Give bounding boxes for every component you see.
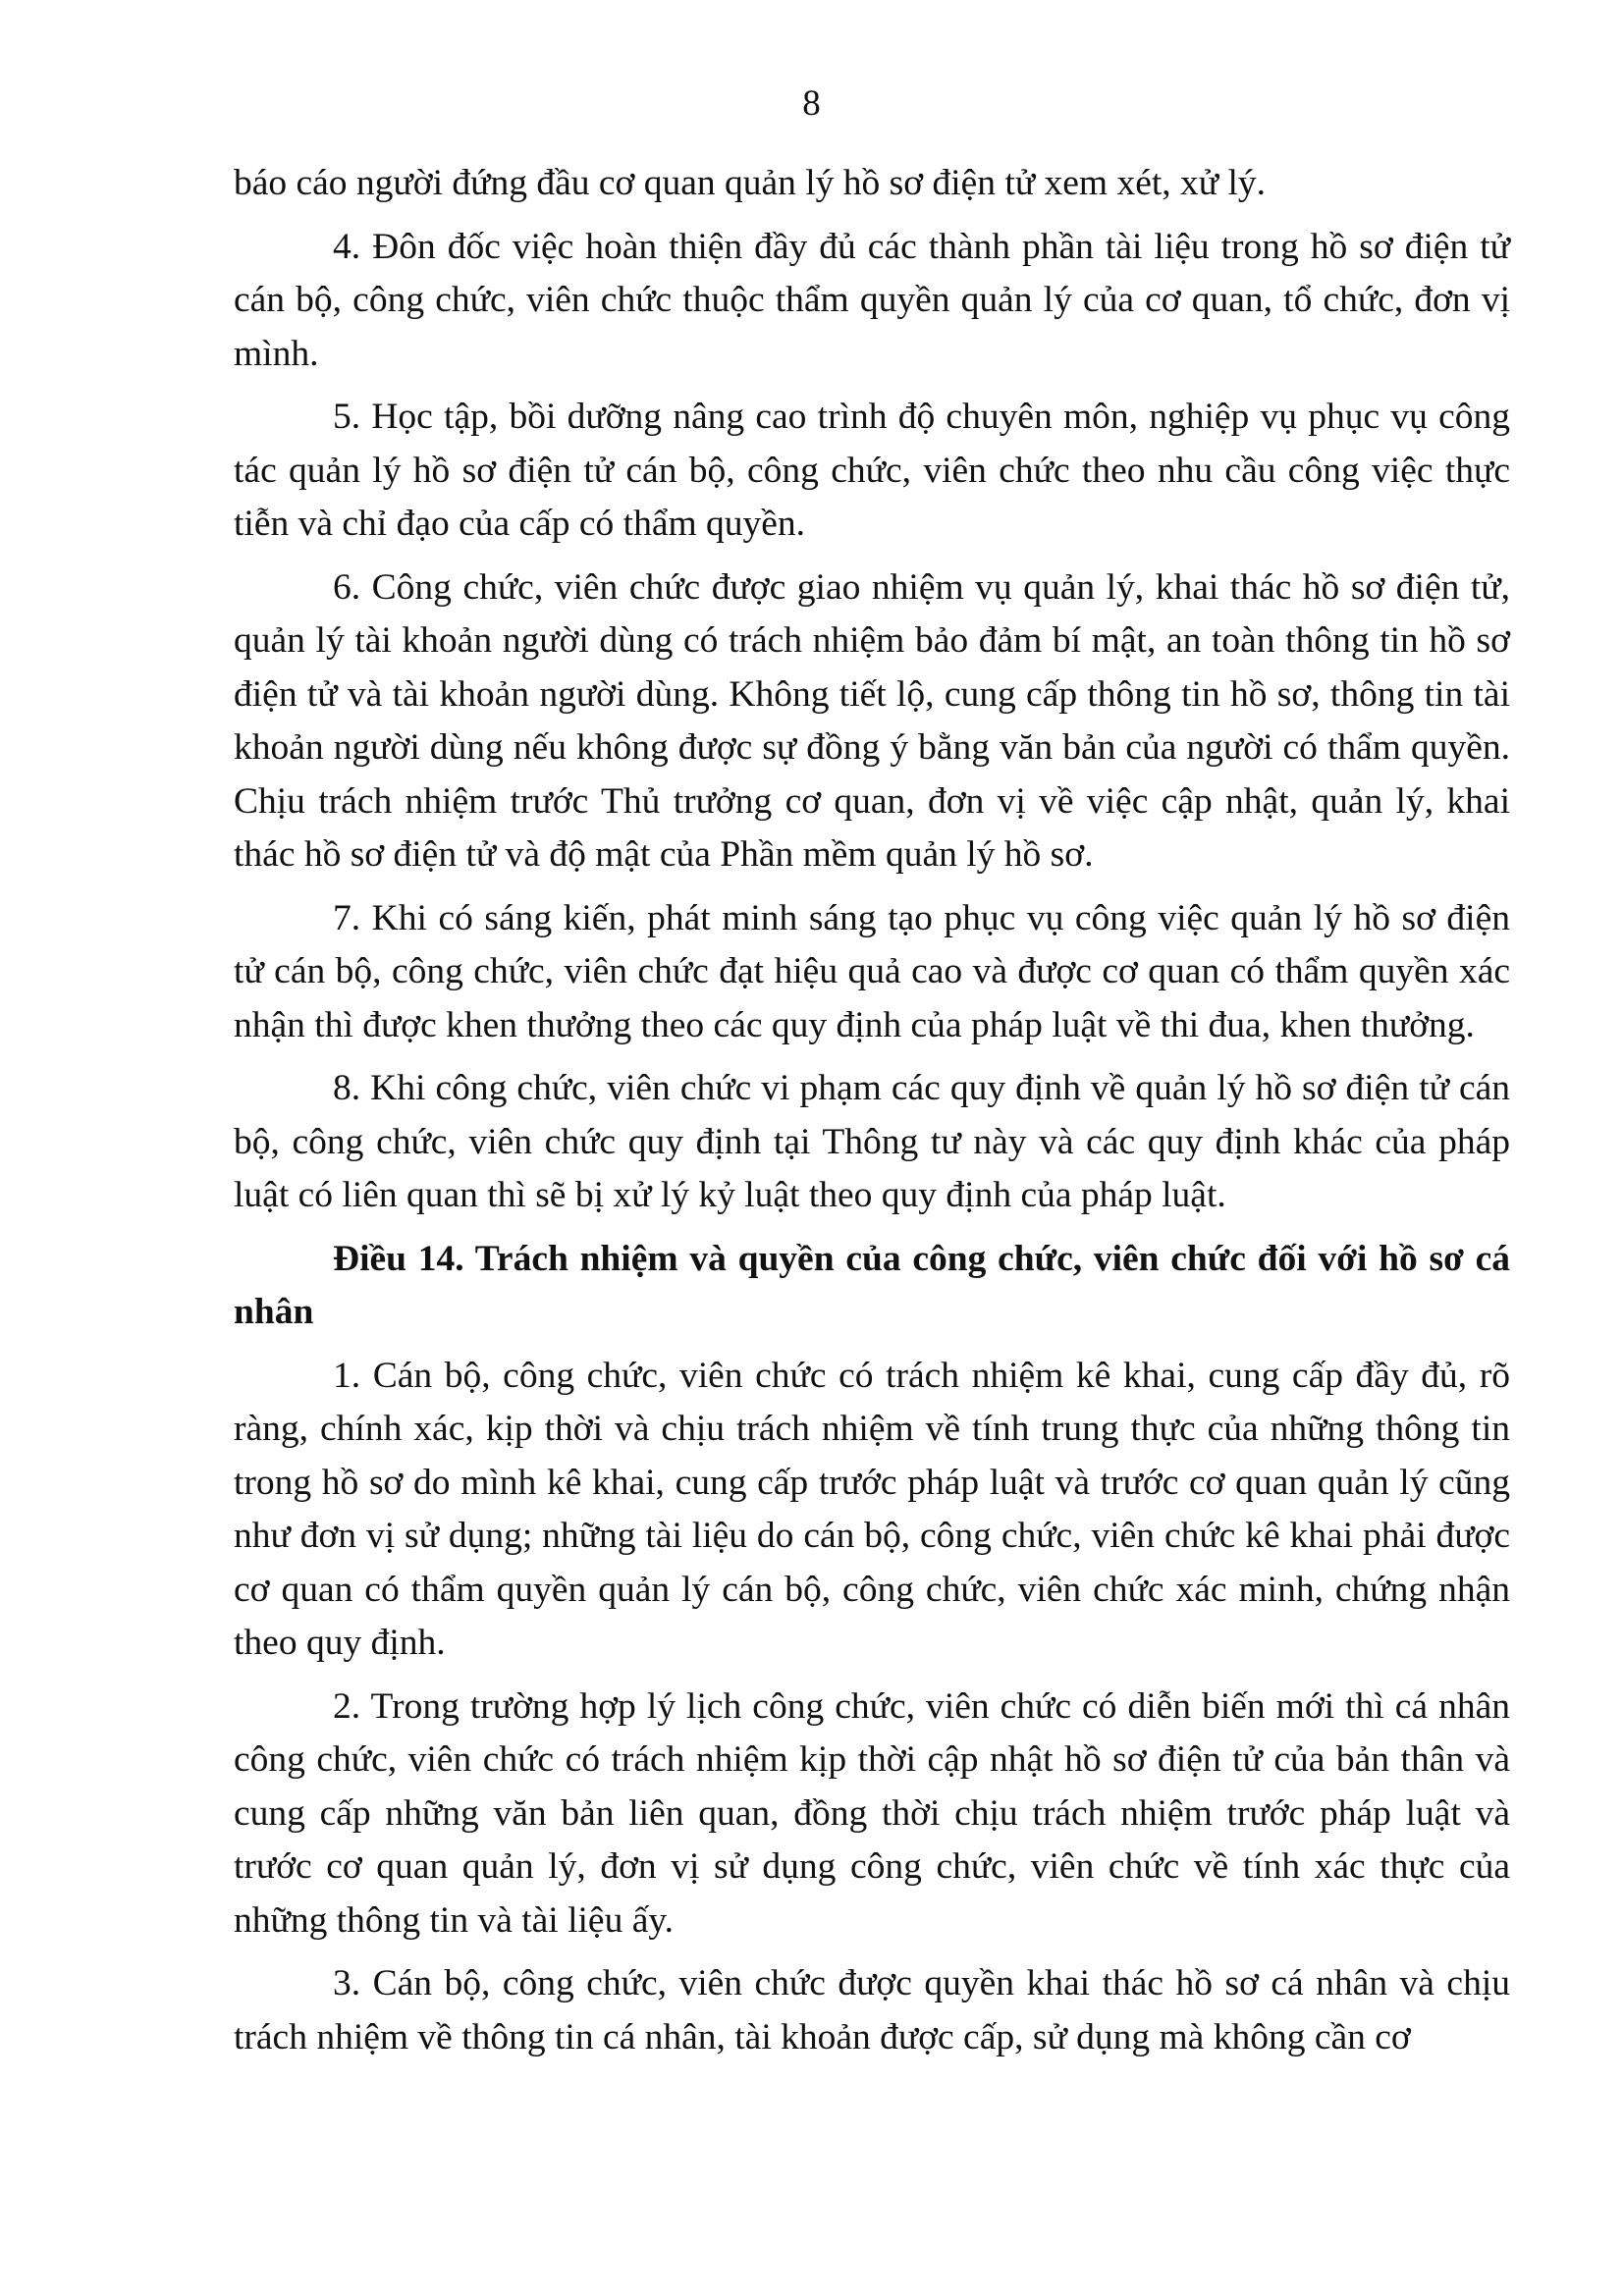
paragraph-item-5: 5. Học tập, bồi dưỡng nâng cao trình độ chuyên môn, nghiệp vụ phục vụ công tác quản lý hồ sơ điện tử cán bộ, công chức, viên chức theo nhu cầu công việc thực tiễn và chỉ đạo của cấp có thẩm quyền.	[234, 397, 1510, 544]
paragraph-continuation: báo cáo người đứng đầu cơ quan quản lý hồ sơ điện tử xem xét, xử lý.	[234, 163, 1267, 203]
paragraph-item-4: 4. Đôn đốc việc hoàn thiện đầy đủ các thành phần tài liệu trong hồ sơ điện tử cán bộ, công chức, viên chức thuộc thẩm quyền quản lý của cơ quan, tổ chức, đơn vị mình.	[234, 226, 1510, 374]
article-14-item-1: 1. Cán bộ, công chức, viên chức có trách nhiệm kê khai, cung cấp đầy đủ, rõ ràng, chính xác, kịp thời và chịu trách nhiệm về tính trung thực của những thông tin trong hồ sơ do mình kê khai, cung cấp trước pháp luật và trước cơ quan quản lý cũng như đơn vị sử dụng; những tài liệu do cán bộ, công chức, viên chức kê khai phải được cơ quan có thẩm quyền quản lý cán bộ, công chức, viên chức xác minh, chứng nhận theo quy định.	[234, 1355, 1510, 1663]
paragraph-item-7: 7. Khi có sáng kiến, phát minh sáng tạo phục vụ công việc quản lý hồ sơ điện tử cán bộ, công chức, viên chức đạt hiệu quả cao và được cơ quan có thẩm quyền xác nhận thì được khen thưởng theo các quy định của pháp luật về thi đua, khen thưởng.	[234, 897, 1510, 1045]
article-14-item-3: 3. Cán bộ, công chức, viên chức được quyền khai thác hồ sơ cá nhân và chịu trách nhiệm về thông tin cá nhân, tài khoản được cấp, sử dụng mà không cần cơ	[234, 1963, 1510, 2057]
paragraph-item-8: 8. Khi công chức, viên chức vi phạm các quy định về quản lý hồ sơ điện tử cán bộ, công chức, viên chức quy định tại Thông tư này và các quy định khác của pháp luật có liên quan thì sẽ bị xử lý kỷ luật theo quy định của pháp luật.	[234, 1068, 1510, 1215]
article-14-item-2: 2. Trong trường hợp lý lịch công chức, viên chức có diễn biến mới thì cá nhân công chức, viên chức có trách nhiệm kịp thời cập nhật hồ sơ điện tử của bản thân và cung cấp những văn bản liên quan, đồng thời chịu trách nhiệm trước pháp luật và trước cơ quan quản lý, đơn vị sử dụng công chức, viên chức về tính xác thực của những thông tin và tài liệu ấy.	[234, 1685, 1510, 1941]
paragraph-item-6: 6. Công chức, viên chức được giao nhiệm vụ quản lý, khai thác hồ sơ điện tử, quản lý tài khoản người dùng có trách nhiệm bảo đảm bí mật, an toàn thông tin hồ sơ điện tử và tài khoản người dùng. Không tiết lộ, cung cấp thông tin hồ sơ, thông tin tài khoản người dùng nếu không được sự đồng ý bằng văn bản của người có thẩm quyền. Chịu trách nhiệm trước Thủ trưởng cơ quan, đơn vị về việc cập nhật, quản lý, khai thác hồ sơ điện tử và độ mật của Phần mềm quản lý hồ sơ.	[234, 566, 1510, 875]
page-number: 8	[802, 83, 821, 124]
article-14-heading: Điều 14. Trách nhiệm và quyền của công chức, viên chức đối với hồ sơ cá nhân	[234, 1238, 1510, 1332]
document-body	[234, 157, 1510, 2074]
